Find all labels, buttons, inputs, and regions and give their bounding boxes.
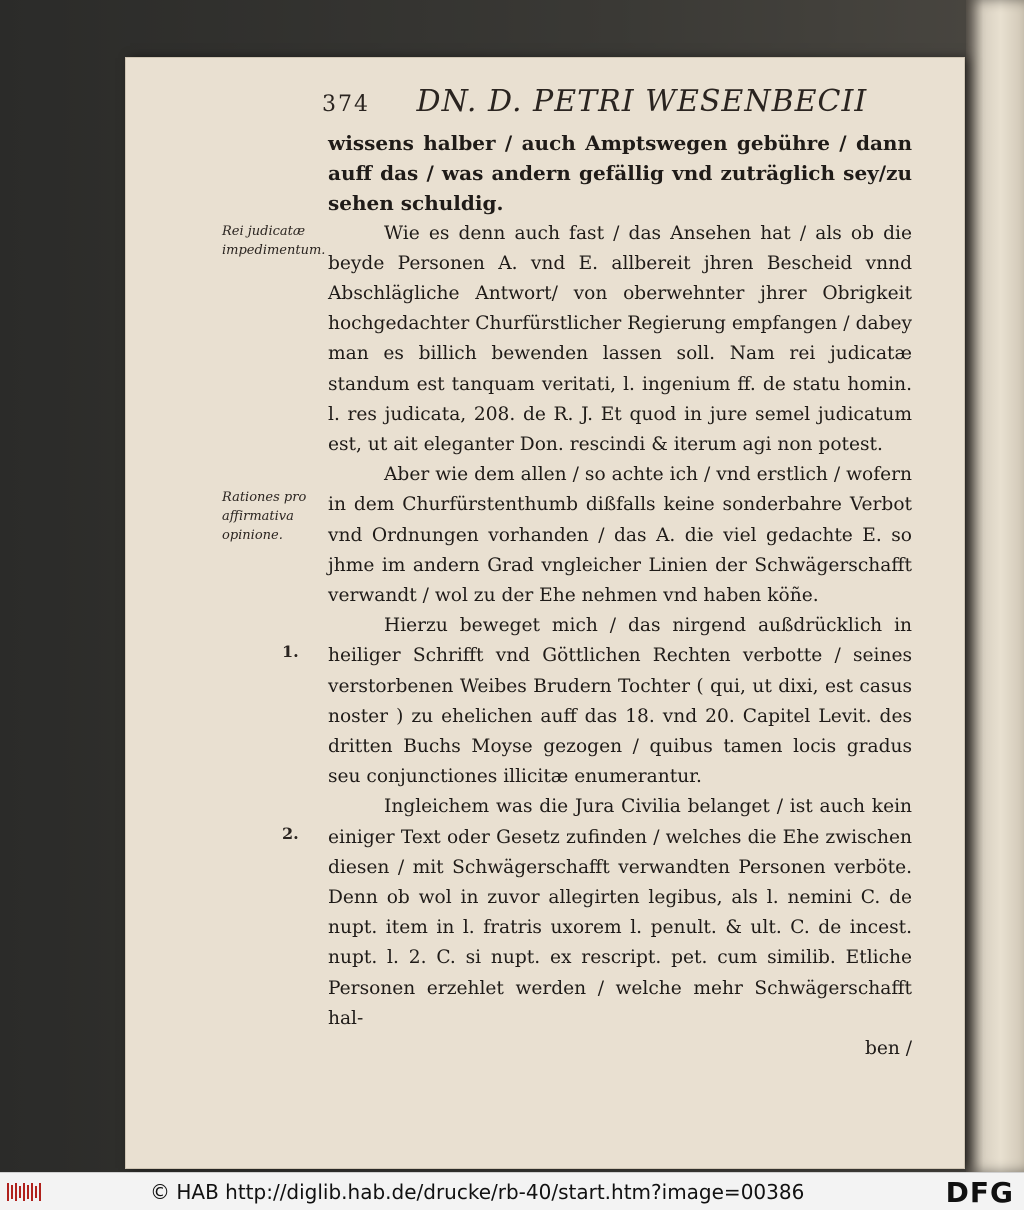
margin-note-1: Rei judicatæ impedimentum. <box>222 224 326 258</box>
margin-note-2: Rationes pro affirmativa opinione. <box>222 490 307 543</box>
footer-bar <box>0 1172 1024 1210</box>
catchword: ben / <box>864 1038 912 1060</box>
page-body <box>328 128 912 1064</box>
section-number-1: 1. <box>282 642 299 661</box>
section-number-2: 2. <box>282 824 299 843</box>
book-page <box>126 58 964 1168</box>
paragraph-4: Hierzu beweget mich / das nirgend außdrücklich in heiliger Schrifft vnd Göttlichen Rechten verbotte / seines verstorbenen Weibes Brudern Tochter ( qui, ut dixi, est casus noster ) zu ehelichen auff das 18. vnd 20. Capitel Levit. des dritten Buchs Moyse gezogen / quibus tamen locis gradus seu conjunctiones illicitæ enumerantur. <box>328 615 912 788</box>
paragraph-5: Ingleichem was die Jura Civilia belanget / ist auch kein einiger Text oder Gesetz zufinden / welches die Ehe zwischen diesen / mit Schwägerschafft verwandten Personen verböte. Denn ob wol in zuvor allegirten legibus, als l. nemini C. de nupt. item in l. fratris uxorem l. penult. & ult. C. de incest. nupt. l. 2. C. si nupt. ex rescript. pet. cum similib. Etliche Personen erzehlet werden / welche mehr Schwägerschafft hal- <box>328 796 912 1029</box>
running-head <box>322 84 882 124</box>
hab-logo-icon <box>6 1181 42 1203</box>
paragraph-2: Wie es denn auch fast / das Ansehen hat / als ob die beyde Personen A. vnd E. allbereit jhren Bescheid vnnd Abschlägliche Antwort/ von oberwehnter jhrer Obrigkeit hochgedachter Churfürstlicher Regierung empfangen / dabey man es billich bewenden lassen soll. Nam rei judicatæ standum est tanquam veritati, l. ingenium ff. de statu homin. l. res judicata, 208. de R. J. Et quod in jure semel judicatum est, ut ait eleganter Don. rescindi & iterum agi non potest. <box>328 222 912 456</box>
dfg-logo: DFG <box>945 1176 1014 1209</box>
paragraph-1: wissens halber / auch Amptswegen gebühre / dann auff das / was andern gefällig vnd zuträglich sey/zu sehen schuldig. <box>328 131 912 216</box>
running-head-title: DN. D. PETRI WESENBECII <box>416 84 868 119</box>
source-link[interactable]: © HAB http://diglib.hab.de/drucke/rb-40/start.htm?image=00386 <box>150 1180 805 1204</box>
next-page-edge <box>966 0 1024 1172</box>
page-number: 374 <box>322 92 370 117</box>
paragraph-3: Aber wie dem allen / so achte ich / vnd erstlich / wofern in dem Churfürstenthumb dißfalls keine sonderbahre Verbot vnd Ordnungen vorhanden / das A. die viel gedachte E. so jhme im andern Grad vngleicher Linien der Schwägerschafft verwandt / wol zu der Ehe nehmen vnd haben köñe. <box>328 464 912 607</box>
